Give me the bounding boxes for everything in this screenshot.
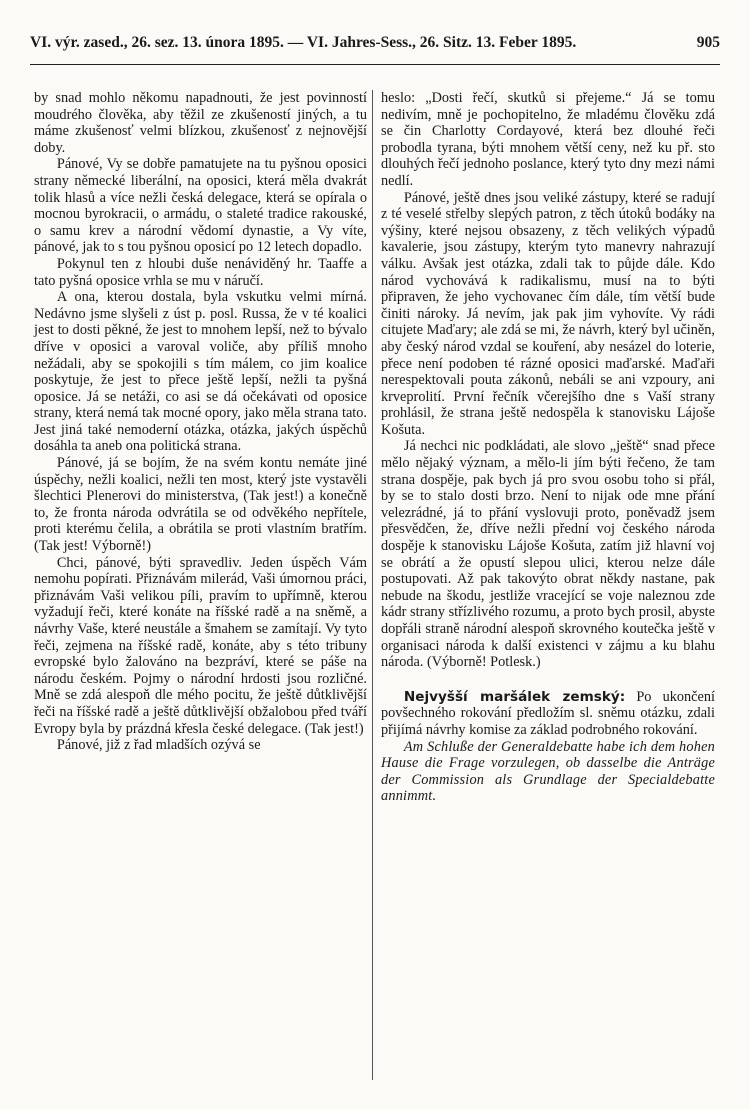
marshal-text: Po ukončení povšechného rokování předložím sl. sněmu otázku, zdali přijímá návrhy komise za základ podrobného rokování. bbox=[381, 688, 715, 738]
right-column bbox=[381, 90, 715, 805]
german-translation: Am Schluße der Generaldebatte habe ich dem hohen Hause die Frage vorzulegen, ob dasselbe die Anträge der Commission als Grundlage der Specialdebatte annimmt. bbox=[381, 738, 715, 805]
paragraph: A ona, kterou dostala, byla vskutku velmi mírná. Nedávno jsme slyšeli z úst p. posl. Russa, že v té koalici jest to dosti pěkné, že jest to mnohem lepší, než to bývalo dříve v oposici a varoval voliče, aby příliš mnoho nežádali, aby se spokojili s tím málem, co jim koalice poskytuje, že jest to přece ještě lepší, nežli ta pyšná oposice. Já se netáži, co asi se dá očekávati od oposice strany, která nemá tak mocné opory, jako měla strana tato. Jest jiná také nemoderní otázka, otázka, jakých úspěchů dosáhla ta aneb ona politická strana. bbox=[34, 289, 367, 455]
header-rule bbox=[30, 64, 720, 65]
paragraph: Chci, pánové, býti spravedliv. Jeden úspěch Vám nemohu popírati. Přiznávám milerád, Vaši úmornou práci, přiznávám Vaši velikou píli, pravím to upřímně, kterou vyžadují řeči, které konáte na říšské radě a na sněmě, a návrhy Vaše, které neustále a šmahem se zamítají. Vy tyto řeči, zejmena na říšské radě, konáte, aby s této tribuny evropské bylo žalováno na bezpráví, které se páše na národu českém. Pojmy o národní hrdosti jsou rozličné. Mně se zdá alespoň dle mého pocitu, že ještě důtklivější řeči na říšské radě a ještě důtklivější obžalobou před tváří Evropy byla by prázdná křesla české delegace. (Tak jest!) bbox=[34, 554, 367, 737]
paragraph: heslo: „Dosti řečí, skutků si přejeme.“ Já se tomu nedivím, mně je pochopitelno, že mladému člověku zdá se čin Charlotty Cordayové, která bez dlouhé řeči probodla tyrana, býti mnohem větší ceny, než ku př. sto dlouhých řečí jednoho poslance, který tyto dny mezi námi nedlí. bbox=[381, 90, 715, 189]
paragraph: Já nechci nic podkládati, ale slovo „ještě“ snad přece mělo nějaký význam, a mělo-li jím býti řečeno, že tam strana dospěje, pak bych já pro svou osobu toho si přál, by se to stalo dosti brzo. Není to nijak ode mne přání velezrádné, já to přání vyslovuji proto, poněvadž jsem přesvědčen, že, dříve nežli přední voj českého národa dospěje k stanovisku Lájoše Košuta, zatím již hlavní voj se obrátí a že opustí slepou ulici, kterou nelze dále postupovati. Až pak takovýto obrat někdy nastane, pak nebude na škodu, jestliže vracející se voje naleznou zde kádr strany střízlivého rozumu, a proto bych prosil, abyste dopřáli straně národní alespoň skrovného koutečka ještě v organisaci národa k další existenci v zájmu a ku blahu národa. (Výborně! Potlesk.) bbox=[381, 438, 715, 671]
paragraph: Pánové, ještě dnes jsou veliké zástupy, které se radují z té veselé střelby slepých patron, z těch útoků bodáky na výšiny, které nejsou obsazeny, z těch velikých výpadů kavalerie, jsou zástupy, kterým tyto manevry nahrazují válku. Avšak jest otázka, zdali tak to půjde dále. Kdo národ vychovává k radikalismu, musí na to býti připraven, že jeho vychovanec čím dále, tím větší bude činiti nároky. Já nevím, jak pak jim vyhovíte. Vy rádi citujete Maďary; ale zdá se mi, že návrh, který byl učiněn, aby český národ vzdal se kouření, aby nesázel do loterie, přece není podoben té rázné oposici maďarské. Maďaři nerespektovali pouta zákonů, nebáli se ani vzpoury, ani krveprolití. První řečník včerejšího dne s Vaší strany prohlásil, že strana ještě nedospěla k stanovisku Lájoše Košuta. bbox=[381, 189, 715, 438]
paragraph: Pánové, již z řad mladších ozývá se bbox=[56, 737, 261, 754]
paragraph: Pánové, Vy se dobře pamatujete na tu pyšnou oposici strany německé liberální, na oposici, která měla dvakrát tolik hlasů a více nežli česká delegace, která se opírala o mocnou byrokracii, o armádu, o staleté tradice rakouské, o samu krev a národní vědomí dynastie, a Vy víte, pánové, jak to s tou pyšnou oposicí po 12 letech dopadlo. bbox=[34, 156, 367, 256]
paragraph: Pánové, já se bojím, že na svém kontu nemáte jiné úspěchy, nežli koalici, nežli ten most, který jste vystavěli šlechtici Plenerovi do ministerstva, (Tak jest!) a konečně to, že fronta národa odvrátila se od odvěkého nepřítele, proti kterému čelila, a obrátila se proti vlastním bratřím. (Tak jest! Výborně!) bbox=[34, 455, 367, 555]
speaker-name: Nejvyšší maršálek zemský: bbox=[403, 688, 626, 705]
paragraph: by snad mohlo někomu napadnouti, že jest povinností moudrého člověka, aby těžil ze zkušeností jiných, a tu máme zkušenosť velmi blízkou, zkušenosť z nejnovější doby. bbox=[34, 90, 367, 156]
page-number: 905 bbox=[696, 34, 720, 51]
header-title: VI. výr. zased., 26. sez. 13. února 1895. — VI. Jahres-Sess., 26. Sitz. 13. Feber 1895. bbox=[30, 34, 577, 51]
column-divider bbox=[372, 90, 373, 1080]
paragraph: Pokynul ten z hloubi duše nenáviděný hr. Taaffe a tato pyšná oposice vrhla se mu v náručí. bbox=[34, 255, 367, 289]
left-column bbox=[34, 90, 367, 754]
page-header bbox=[30, 30, 720, 60]
marshal-statement bbox=[381, 689, 715, 739]
